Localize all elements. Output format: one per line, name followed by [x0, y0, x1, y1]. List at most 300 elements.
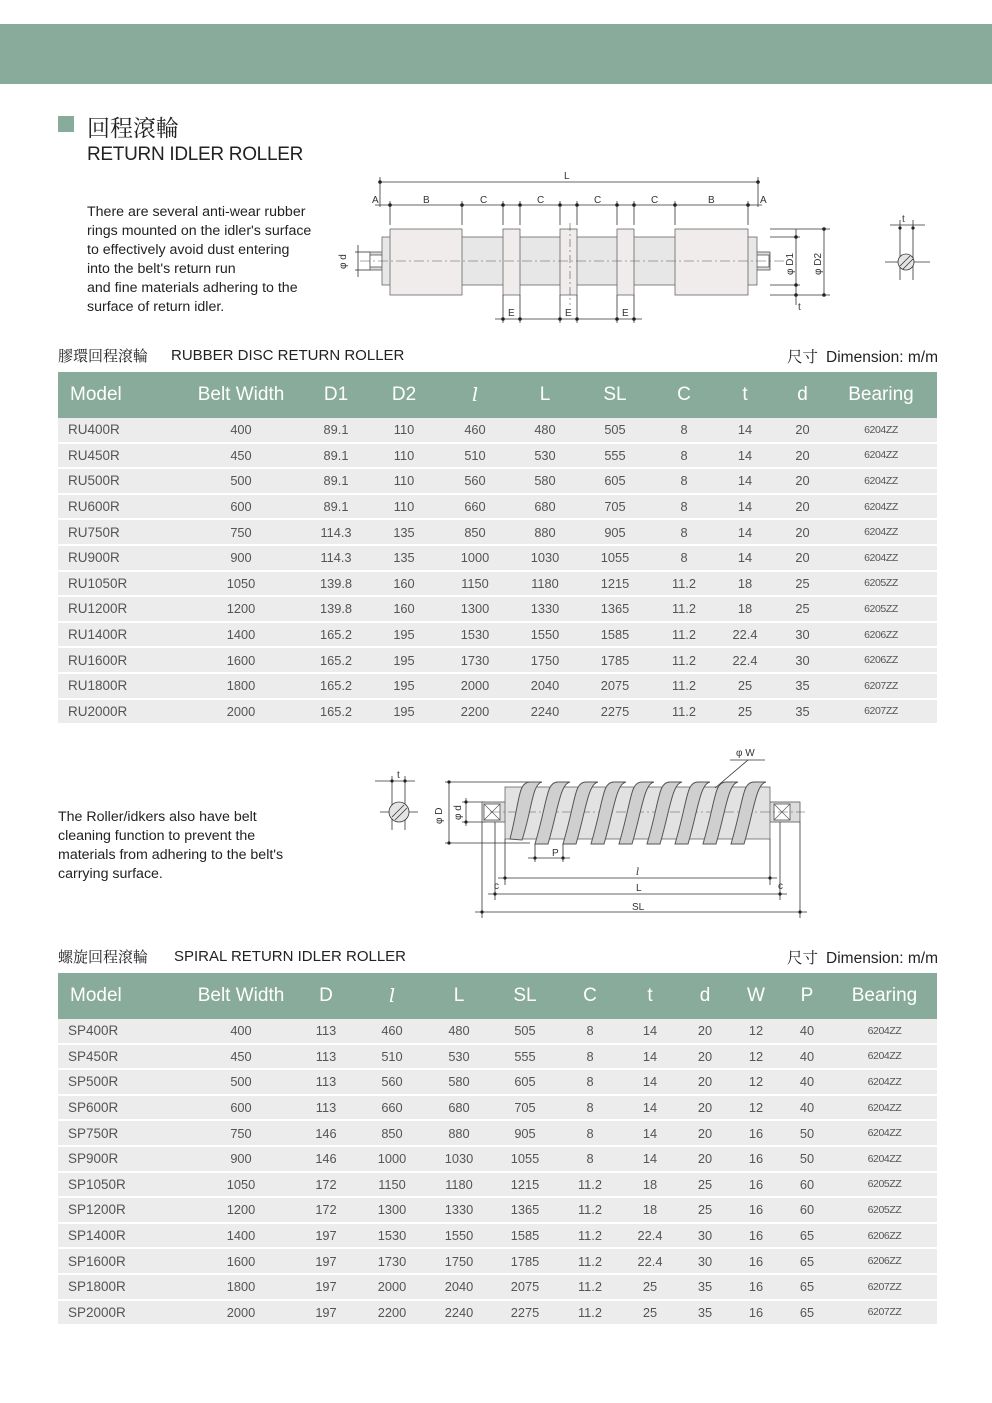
rubber-cell-d2: 195 [376, 700, 432, 726]
table-row [58, 572, 937, 598]
rubber-cell-d2: 110 [376, 444, 432, 470]
rubber-cell-l: 2240 [518, 700, 572, 726]
rubber-cell-l: 460 [432, 418, 518, 444]
spiral-cell-l: 850 [356, 1121, 428, 1147]
spiral-cell-model: SP500R [58, 1070, 186, 1096]
rubber-cell-l: 1750 [518, 648, 572, 674]
rubber-cell-d1: 114.3 [296, 520, 376, 546]
spiral-dimension-unit [787, 946, 938, 968]
rubber-cell-belt-width: 1200 [186, 597, 296, 623]
rubber-cell-d: 20 [780, 444, 825, 470]
rubber-cell-d1: 89.1 [296, 495, 376, 521]
spiral-cell-c: 8 [560, 1019, 620, 1045]
rubber-cell-bearing: 6204ZZ [825, 546, 937, 572]
rubber-cell-c: 8 [658, 418, 710, 444]
spiral-cell-belt-width: 2000 [186, 1301, 296, 1327]
spiral-cell-t: 14 [620, 1121, 680, 1147]
spiral-cell-l: 510 [356, 1045, 428, 1071]
spiral-cell-belt-width: 1600 [186, 1249, 296, 1275]
spiral-cell-l: 680 [428, 1096, 490, 1122]
rubber-cell-t: 22.4 [710, 648, 780, 674]
spiral-cell-sl: 1055 [490, 1147, 560, 1173]
spiral-cell-model: SP900R [58, 1147, 186, 1173]
spiral-cell-model: SP1400R [58, 1224, 186, 1250]
spiral-cell-l: 560 [356, 1070, 428, 1096]
rubber-table-header-row [58, 372, 937, 418]
spiral-cell-t: 25 [620, 1275, 680, 1301]
spiral-cell-d: 113 [296, 1096, 356, 1122]
spiral-cell-c: 11.2 [560, 1198, 620, 1224]
spiral-cell-d: 197 [296, 1301, 356, 1327]
spiral-cell-belt-width: 1400 [186, 1224, 296, 1250]
spiral-cell-belt-width: 900 [186, 1147, 296, 1173]
rubber-header-sl: SL [572, 372, 658, 418]
rubber-cell-model: RU900R [58, 546, 186, 572]
spiral-roller-description: The Roller/idkers also have belt cleaning function to prevent the materials from adhering to the belt's carrying surface. [58, 809, 284, 882]
rubber-cell-belt-width: 750 [186, 520, 296, 546]
spiral-cell-bearing: 6204ZZ [832, 1070, 937, 1096]
spiral-cell-d: 20 [680, 1121, 730, 1147]
rubber-cell-t: 25 [710, 700, 780, 726]
spiral-cell-w: 16 [730, 1147, 782, 1173]
rubber-cell-l: 2000 [432, 674, 518, 700]
rubber-header-d: d [780, 372, 825, 418]
spiral-cell-p: 40 [782, 1045, 832, 1071]
rubber-cell-belt-width: 450 [186, 444, 296, 470]
table-row [58, 1147, 937, 1173]
rubber-cell-c: 8 [658, 495, 710, 521]
rubber-cell-bearing: 6207ZZ [825, 700, 937, 726]
spiral-cell-belt-width: 1050 [186, 1173, 296, 1199]
spiral-cell-l: 2200 [356, 1301, 428, 1327]
rubber-cell-sl: 2075 [572, 674, 658, 700]
section-title-zh: 回程滾輪 [87, 116, 179, 142]
rubber-cell-c: 8 [658, 520, 710, 546]
rubber-cell-l: 850 [432, 520, 518, 546]
rubber-header-l: L [518, 372, 572, 418]
rubber-cell-d1: 165.2 [296, 700, 376, 726]
spiral-dim-label-W: φ W [736, 748, 755, 759]
rubber-cell-d: 30 [780, 648, 825, 674]
rubber-cell-l: 1300 [432, 597, 518, 623]
rubber-cell-l: 1180 [518, 572, 572, 598]
spiral-cell-l: 1330 [428, 1198, 490, 1224]
table-row [58, 700, 937, 726]
spiral-cell-model: SP1800R [58, 1275, 186, 1301]
spiral-cell-d: 35 [680, 1301, 730, 1327]
rubber-header-d1: D1 [296, 372, 376, 418]
table-row [58, 495, 937, 521]
rubber-cell-belt-width: 600 [186, 495, 296, 521]
spiral-cell-belt-width: 750 [186, 1121, 296, 1147]
rubber-cell-l: 660 [432, 495, 518, 521]
table-row [58, 444, 937, 470]
spiral-cell-sl: 555 [490, 1045, 560, 1071]
spiral-cell-sl: 605 [490, 1070, 560, 1096]
spiral-cell-w: 16 [730, 1121, 782, 1147]
rubber-cell-c: 11.2 [658, 674, 710, 700]
spiral-cell-model: SP1050R [58, 1173, 186, 1199]
rubber-cell-model: RU2000R [58, 700, 186, 726]
spiral-cell-w: 16 [730, 1224, 782, 1250]
spiral-dim-label-c-left: c [494, 881, 499, 892]
dim-label-D1: φ D1 [785, 252, 796, 275]
spiral-cell-d: 113 [296, 1019, 356, 1045]
spiral-cell-bearing: 6206ZZ [832, 1249, 937, 1275]
rubber-cell-sl: 505 [572, 418, 658, 444]
spiral-cell-d: 30 [680, 1249, 730, 1275]
table-row [58, 1121, 937, 1147]
rubber-cell-t: 18 [710, 597, 780, 623]
rubber-cell-d2: 195 [376, 648, 432, 674]
spiral-cell-belt-width: 400 [186, 1019, 296, 1045]
spiral-cell-t: 14 [620, 1096, 680, 1122]
spiral-header-bearing: Bearing [832, 973, 937, 1019]
rubber-cell-d2: 135 [376, 520, 432, 546]
table-row [58, 1249, 937, 1275]
rubber-header-bearing: Bearing [825, 372, 937, 418]
table-row [58, 1173, 937, 1199]
spiral-cell-l: 580 [428, 1070, 490, 1096]
spiral-cell-l: 480 [428, 1019, 490, 1045]
spiral-table-heading [58, 946, 938, 966]
dimension-en: Dimension: m/m [826, 950, 938, 967]
dim-label-D2: φ D2 [813, 252, 824, 275]
rubber-cell-d2: 110 [376, 418, 432, 444]
spiral-cell-t: 14 [620, 1019, 680, 1045]
spiral-cell-d: 197 [296, 1249, 356, 1275]
rubber-cell-t: 14 [710, 546, 780, 572]
table-row [58, 1275, 937, 1301]
spiral-cell-c: 11.2 [560, 1301, 620, 1327]
spiral-cell-c: 8 [560, 1147, 620, 1173]
rubber-cell-d1: 89.1 [296, 418, 376, 444]
rubber-cell-d2: 110 [376, 469, 432, 495]
spiral-cell-d: 197 [296, 1224, 356, 1250]
spiral-cell-sl: 705 [490, 1096, 560, 1122]
spiral-cell-sl: 505 [490, 1019, 560, 1045]
rubber-cell-model: RU600R [58, 495, 186, 521]
rubber-cell-belt-width: 500 [186, 469, 296, 495]
rubber-cell-sl: 1215 [572, 572, 658, 598]
table-row [58, 546, 937, 572]
spiral-cell-d: 113 [296, 1070, 356, 1096]
rubber-cell-sl: 555 [572, 444, 658, 470]
spiral-table-title-zh: 螺旋回程滾輪 [58, 948, 149, 966]
spiral-dim-label-P: P [552, 848, 559, 859]
table-row [58, 469, 937, 495]
table-row [58, 1224, 937, 1250]
table-row [58, 1096, 937, 1122]
spiral-header-sl: SL [490, 973, 560, 1019]
spiral-cell-d: 35 [680, 1275, 730, 1301]
dim-label-L: L [564, 171, 570, 182]
title-square-bullet [58, 116, 74, 132]
rubber-cell-l: 2200 [432, 700, 518, 726]
rubber-cell-l: 1030 [518, 546, 572, 572]
rubber-table-heading [58, 345, 938, 365]
rubber-table-title-en: RUBBER DISC RETURN ROLLER [171, 347, 405, 364]
spiral-cell-p: 60 [782, 1198, 832, 1224]
spiral-header-p: P [782, 973, 832, 1019]
rubber-cell-t: 14 [710, 418, 780, 444]
rubber-cell-d1: 165.2 [296, 674, 376, 700]
spiral-header-l: l [356, 973, 428, 1019]
rubber-header-l: l [432, 372, 518, 418]
dim-label-E-2: E [565, 308, 572, 319]
spiral-cell-sl: 1215 [490, 1173, 560, 1199]
spiral-cell-d: 146 [296, 1147, 356, 1173]
rubber-cell-c: 11.2 [658, 623, 710, 649]
rubber-cell-t: 14 [710, 495, 780, 521]
spiral-cell-p: 50 [782, 1121, 832, 1147]
rubber-header-c: C [658, 372, 710, 418]
spiral-cell-bearing: 6204ZZ [832, 1147, 937, 1173]
spiral-cell-l: 1150 [356, 1173, 428, 1199]
rubber-cell-d1: 139.8 [296, 597, 376, 623]
rubber-roller-description: There are several anti-wear rubber rings mounted on the idler's surface to effectively avoid dust entering into the belt's return run and fine materials adhering to the surface of return idler. [87, 204, 312, 315]
rubber-cell-d: 35 [780, 700, 825, 726]
spiral-cell-bearing: 6205ZZ [832, 1173, 937, 1199]
dim-label-E-1: E [508, 308, 515, 319]
spiral-cell-l: 530 [428, 1045, 490, 1071]
spiral-header-w: W [730, 973, 782, 1019]
spiral-cell-w: 12 [730, 1070, 782, 1096]
rubber-cell-l: 880 [518, 520, 572, 546]
spiral-cell-model: SP1200R [58, 1198, 186, 1224]
spiral-cell-bearing: 6204ZZ [832, 1121, 937, 1147]
rubber-cell-l: 510 [432, 444, 518, 470]
spiral-cell-belt-width: 500 [186, 1070, 296, 1096]
spiral-cell-l: 1730 [356, 1249, 428, 1275]
rubber-dimension-unit [787, 345, 938, 367]
table-row [58, 674, 937, 700]
spiral-cell-model: SP400R [58, 1019, 186, 1045]
section-title-en: RETURN IDLER ROLLER [87, 144, 304, 165]
rubber-header-d2: D2 [376, 372, 432, 418]
spiral-cell-p: 50 [782, 1147, 832, 1173]
spiral-cell-d: 20 [680, 1096, 730, 1122]
spiral-cell-belt-width: 450 [186, 1045, 296, 1071]
spiral-cell-d: 113 [296, 1045, 356, 1071]
rubber-cell-t: 14 [710, 520, 780, 546]
spiral-header-l: L [428, 973, 490, 1019]
spiral-cell-model: SP450R [58, 1045, 186, 1071]
rubber-cell-c: 8 [658, 469, 710, 495]
rubber-cell-bearing: 6204ZZ [825, 469, 937, 495]
rubber-cell-l: 680 [518, 495, 572, 521]
spiral-table-header-row [58, 973, 937, 1019]
spiral-header-d: D [296, 973, 356, 1019]
table-row [58, 1070, 937, 1096]
spiral-cell-bearing: 6204ZZ [832, 1019, 937, 1045]
spiral-cell-t: 14 [620, 1070, 680, 1096]
rubber-cell-d: 25 [780, 572, 825, 598]
spiral-cell-t: 22.4 [620, 1224, 680, 1250]
spiral-cell-bearing: 6204ZZ [832, 1096, 937, 1122]
rubber-cell-l: 1730 [432, 648, 518, 674]
rubber-cell-model: RU1600R [58, 648, 186, 674]
spiral-header-c: C [560, 973, 620, 1019]
dimension-zh: 尺寸 [787, 348, 819, 366]
spiral-cell-t: 18 [620, 1198, 680, 1224]
rubber-cell-t: 14 [710, 469, 780, 495]
rubber-cell-d2: 195 [376, 623, 432, 649]
spiral-cell-bearing: 6204ZZ [832, 1045, 937, 1071]
spiral-cell-c: 11.2 [560, 1224, 620, 1250]
rubber-cell-l: 580 [518, 469, 572, 495]
rubber-cell-d: 25 [780, 597, 825, 623]
spiral-cell-d: 20 [680, 1045, 730, 1071]
spiral-cell-l: 1030 [428, 1147, 490, 1173]
spiral-cell-c: 8 [560, 1045, 620, 1071]
spiral-cell-d: 20 [680, 1147, 730, 1173]
rubber-cell-sl: 905 [572, 520, 658, 546]
rubber-cell-model: RU400R [58, 418, 186, 444]
rubber-cell-d2: 135 [376, 546, 432, 572]
spiral-cell-t: 18 [620, 1173, 680, 1199]
dimension-zh: 尺寸 [787, 949, 819, 967]
spiral-cell-sl: 2075 [490, 1275, 560, 1301]
rubber-cell-d1: 114.3 [296, 546, 376, 572]
rubber-cell-d: 20 [780, 520, 825, 546]
rubber-cell-d2: 110 [376, 495, 432, 521]
spiral-cell-d: 172 [296, 1198, 356, 1224]
spiral-cell-c: 11.2 [560, 1249, 620, 1275]
header-band [0, 24, 992, 84]
rubber-cell-l: 530 [518, 444, 572, 470]
spiral-cell-bearing: 6206ZZ [832, 1224, 937, 1250]
rubber-cell-c: 11.2 [658, 700, 710, 726]
spiral-cell-d: 146 [296, 1121, 356, 1147]
rubber-cell-bearing: 6204ZZ [825, 495, 937, 521]
dim-label-C-3: C [594, 195, 602, 206]
spiral-cell-l: 880 [428, 1121, 490, 1147]
rubber-cell-d1: 139.8 [296, 572, 376, 598]
rubber-cell-d1: 89.1 [296, 444, 376, 470]
spiral-table-title-en: SPIRAL RETURN IDLER ROLLER [174, 948, 407, 965]
rubber-cell-d2: 160 [376, 597, 432, 623]
spiral-spec-table [58, 973, 937, 1326]
spiral-cell-w: 12 [730, 1019, 782, 1045]
dim-label-C-2: C [537, 195, 545, 206]
rubber-cell-belt-width: 2000 [186, 700, 296, 726]
dim-label-t-section: t [902, 214, 905, 225]
dim-label-B-left: B [423, 195, 430, 206]
spiral-cell-w: 16 [730, 1198, 782, 1224]
spiral-cell-sl: 905 [490, 1121, 560, 1147]
rubber-cell-t: 14 [710, 444, 780, 470]
dim-label-E-3: E [622, 308, 629, 319]
spiral-cell-l: 1300 [356, 1198, 428, 1224]
rubber-cell-d: 20 [780, 418, 825, 444]
rubber-cell-belt-width: 1800 [186, 674, 296, 700]
spiral-cell-bearing: 6207ZZ [832, 1275, 937, 1301]
spiral-cell-c: 8 [560, 1096, 620, 1122]
spiral-cell-c: 11.2 [560, 1173, 620, 1199]
spiral-cell-model: SP600R [58, 1096, 186, 1122]
spiral-dim-label-t: t [397, 770, 400, 781]
spiral-cell-sl: 1365 [490, 1198, 560, 1224]
spiral-dim-label-L: L [636, 883, 642, 894]
spiral-cell-d: 25 [680, 1173, 730, 1199]
rubber-cell-belt-width: 1050 [186, 572, 296, 598]
spiral-cell-d: 25 [680, 1198, 730, 1224]
rubber-table-title-zh: 膠環回程滾輪 [58, 347, 149, 365]
spiral-header-belt-width: Belt Width [186, 973, 296, 1019]
table-row [58, 418, 937, 444]
spiral-cell-c: 8 [560, 1070, 620, 1096]
rubber-cell-model: RU500R [58, 469, 186, 495]
spiral-cell-sl: 1585 [490, 1224, 560, 1250]
spiral-dim-label-c-right: c [778, 881, 783, 892]
rubber-cell-belt-width: 900 [186, 546, 296, 572]
spiral-cell-p: 60 [782, 1173, 832, 1199]
spiral-cell-belt-width: 1800 [186, 1275, 296, 1301]
spiral-cell-bearing: 6207ZZ [832, 1301, 937, 1327]
spiral-cell-d: 197 [296, 1275, 356, 1301]
spiral-dim-label-l: l [636, 867, 640, 878]
spiral-cell-t: 14 [620, 1045, 680, 1071]
rubber-cell-belt-width: 1400 [186, 623, 296, 649]
spiral-cell-model: SP750R [58, 1121, 186, 1147]
spiral-dim-label-D: φ D [434, 807, 445, 824]
spiral-cell-model: SP2000R [58, 1301, 186, 1327]
spiral-cell-w: 16 [730, 1173, 782, 1199]
spiral-header-model: Model [58, 973, 186, 1019]
dim-label-B-right: B [708, 195, 715, 206]
table-row [58, 1045, 937, 1071]
spiral-cell-w: 16 [730, 1301, 782, 1327]
rubber-cell-l: 1550 [518, 623, 572, 649]
spiral-cell-belt-width: 600 [186, 1096, 296, 1122]
dimension-en: Dimension: m/m [826, 349, 938, 366]
spiral-cell-t: 14 [620, 1147, 680, 1173]
rubber-cell-c: 8 [658, 546, 710, 572]
rubber-cell-model: RU1200R [58, 597, 186, 623]
spiral-cell-p: 65 [782, 1275, 832, 1301]
spiral-cell-l: 2240 [428, 1301, 490, 1327]
spiral-cell-p: 40 [782, 1070, 832, 1096]
rubber-cell-d: 30 [780, 623, 825, 649]
rubber-cell-l: 1330 [518, 597, 572, 623]
rubber-cell-d: 35 [780, 674, 825, 700]
rubber-header-t: t [710, 372, 780, 418]
rubber-cell-d: 20 [780, 469, 825, 495]
rubber-cell-sl: 2275 [572, 700, 658, 726]
rubber-cell-model: RU750R [58, 520, 186, 546]
spiral-cell-bearing: 6205ZZ [832, 1198, 937, 1224]
dim-label-A-left: A [372, 195, 379, 206]
table-row [58, 1019, 937, 1045]
rubber-cell-d2: 195 [376, 674, 432, 700]
spiral-cell-p: 40 [782, 1096, 832, 1122]
table-row [58, 648, 937, 674]
rubber-cell-bearing: 6204ZZ [825, 520, 937, 546]
rubber-cell-c: 11.2 [658, 648, 710, 674]
rubber-cell-l: 1000 [432, 546, 518, 572]
rubber-cell-bearing: 6206ZZ [825, 648, 937, 674]
rubber-cell-d1: 165.2 [296, 648, 376, 674]
rubber-cell-belt-width: 1600 [186, 648, 296, 674]
dim-label-t: t [798, 302, 801, 313]
spiral-cell-l: 1000 [356, 1147, 428, 1173]
rubber-spec-table [58, 372, 937, 725]
rubber-cell-bearing: 6205ZZ [825, 597, 937, 623]
rubber-cell-sl: 605 [572, 469, 658, 495]
rubber-cell-bearing: 6205ZZ [825, 572, 937, 598]
rubber-cell-bearing: 6204ZZ [825, 418, 937, 444]
